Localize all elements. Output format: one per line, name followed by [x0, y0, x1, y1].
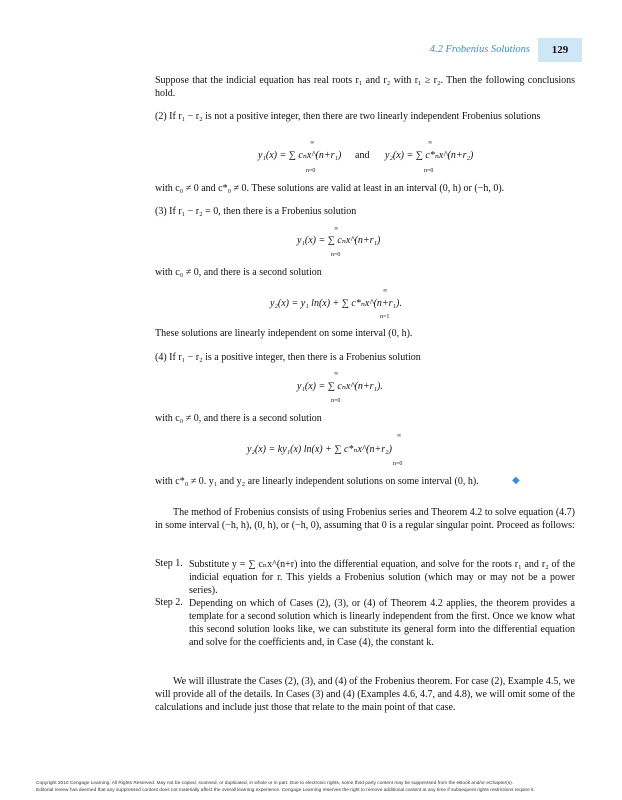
case-3-text: (3) If r₁ − r₂ = 0, then there is a Frobenius solution	[155, 206, 357, 217]
sum-upper-limit: ∞	[310, 140, 315, 146]
copyright-line-1: Copyright 2010 Cengage Learning. All Rights Reserved. May not be copied, scanned, or duplicated, in whole or in part. Due to electronic rights, some third party content may be suppressed from the eBook and/or eChapter(s).	[36, 781, 514, 786]
sum-lower-limit: n=0	[424, 168, 434, 174]
case-3-mid: with c₀ ≠ 0, and there is a second solution	[155, 267, 322, 278]
case-4-mid: with c₀ ≠ 0, and there is a second solution	[155, 413, 322, 424]
case-2-equation-right: y₂(x) = ∑ c*ₙx^(n+r₂)	[385, 150, 474, 161]
sum-upper-limit: ∞	[428, 140, 433, 146]
sum-upper-limit: ∞	[383, 288, 388, 294]
case-4-text: (4) If r₁ − r₂ is a positive integer, then there is a Frobenius solution	[155, 352, 421, 363]
case-2-text: (2) If r₁ − r₂ is not a positive integer, then there are two linearly independent Frobenius solutions	[155, 111, 541, 122]
section-title: 4.2 Frobenius Solutions	[429, 44, 530, 55]
case-3-equation-2: y₂(x) = y₁ ln(x) + ∑ c*ₙx^(n+r₁).	[270, 298, 402, 309]
step-1-label: Step 1.	[155, 558, 183, 569]
sum-upper-limit: ∞	[334, 371, 339, 377]
copyright-line-2: Editorial review has deemed that any suppressed content does not materially affect the overall learning experience. Cengage Learning reserves the right to remove additional content at any time if subsequent rights restrictions require it.	[36, 788, 535, 793]
case-2-equation-left: y₁(x) = ∑ cₙx^(n+r₁)	[258, 150, 342, 161]
case-2-equation-and: and	[355, 150, 370, 161]
sum-lower-limit: n=0	[306, 168, 316, 174]
step-1-text: Substitute y = ∑ cₙx^(n+r) into the differential equation, and solve for the roots r₁ and r₂ of the indicial equation for r. This yields a Frobenius solution (which may or may not be a power series).	[189, 559, 575, 596]
method-paragraph: The method of Frobenius consists of using Frobenius series and Theorem 4.2 to solve equation (4.7) in some interval (−h, h), (0, h), or (−h, 0), assuming that 0 is a regular singular point. Proceed as follows:	[155, 507, 575, 531]
sum-upper-limit: ∞	[334, 226, 339, 232]
case-4-after: with c*₀ ≠ 0. y₁ and y₂ are linearly independent solutions on some interval (0, h).	[155, 476, 479, 487]
case-4-equation-1: y₁(x) = ∑ cₙx^(n+r₁).	[297, 381, 383, 392]
sum-lower-limit: n=0	[331, 252, 341, 258]
case-3-after: These solutions are linearly independent on some interval (0, h).	[155, 328, 413, 339]
sum-upper-limit: ∞	[397, 433, 402, 439]
sum-lower-limit: n=0	[331, 398, 341, 404]
step-2-text: Depending on which of Cases (2), (3), or (4) of Theorem 4.2 applies, the theorem provides a template for a second solution which is linearly independent from the first. Once we know what this second solution looks like, we can substitute its general form into the differential equation and solve for the coefficients and, in Case (4), the constant k.	[189, 598, 575, 648]
case-3-equation-1: y₁(x) = ∑ cₙx^(n+r₁)	[297, 235, 381, 246]
intro-paragraph: Suppose that the indicial equation has real roots r₁ and r₂ with r₁ ≥ r₂. Then the following conclusions hold.	[155, 75, 575, 99]
case-2-note: with c₀ ≠ 0 and c*₀ ≠ 0. These solutions are valid at least in an interval (0, h) or (−h, 0).	[155, 183, 505, 194]
step-2-label: Step 2.	[155, 597, 183, 608]
case-4-equation-2: y₂(x) = ky₁(x) ln(x) + ∑ c*ₙx^(n+r₂)	[247, 444, 392, 455]
page-number: 129	[538, 38, 582, 62]
sum-lower-limit: n=0	[393, 461, 403, 467]
sum-lower-limit: n=1	[380, 314, 390, 320]
closing-paragraph: We will illustrate the Cases (2), (3), and (4) of the Frobenius theorem. For case (2), Example 4.5, we will provide all of the details. In Cases (3) and (4) (Examples 4.6, 4.7, and 4.8), we will omit some of the calculations and include just those that relate to the main point of that case.	[155, 676, 575, 713]
end-of-theorem-icon: ◆	[512, 475, 520, 486]
